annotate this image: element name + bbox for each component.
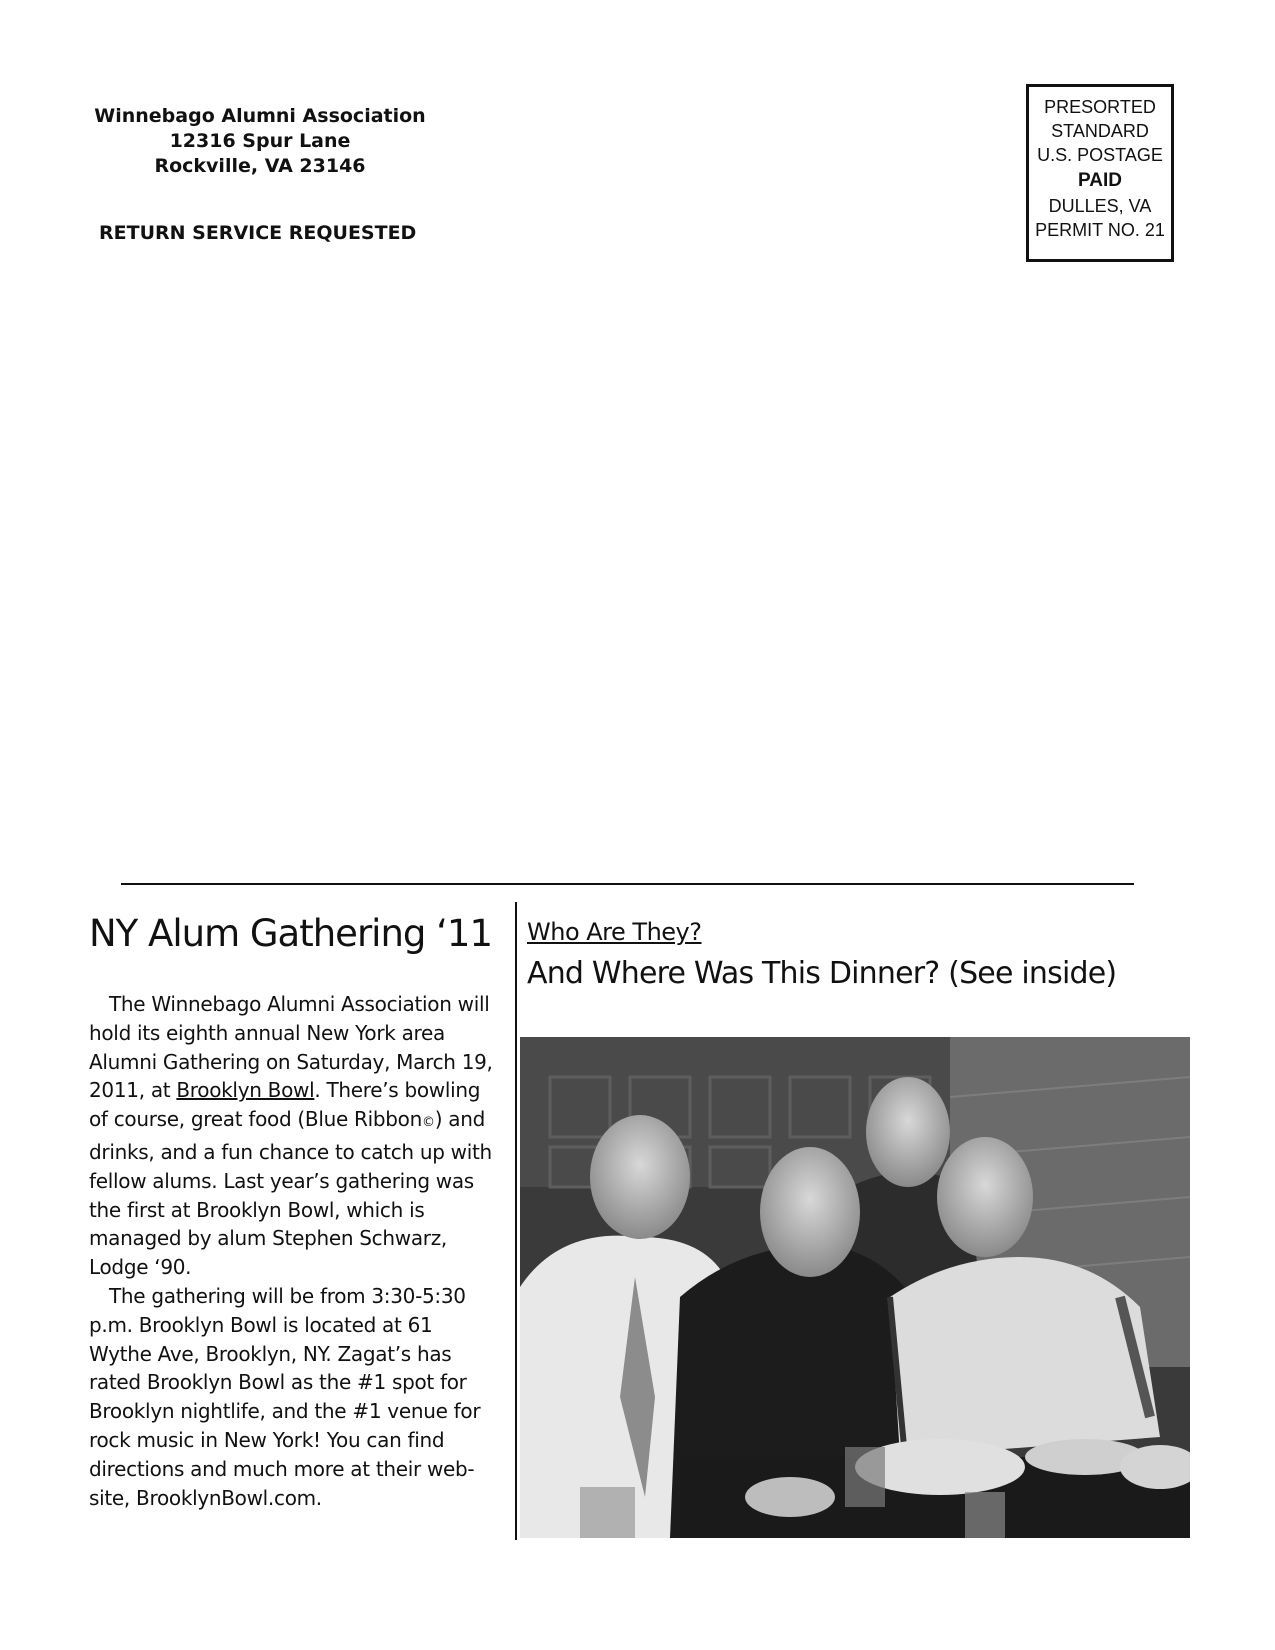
postage-line-city: DULLES, VA — [1048, 196, 1152, 216]
article-paragraph-1 — [89, 990, 499, 1282]
dinner-photo-image — [520, 1037, 1190, 1538]
article-title: NY Alum Gathering ‘11 — [89, 912, 492, 955]
return-address-city: Rockville, VA 23146 — [154, 155, 366, 177]
article-text: ) and drinks, and a fun chance to catch up with fellow alums. Last year’s gathering was the first at Brooklyn Bowl, which is managed by alum Stephen Schwarz, Lodge ‘90. — [89, 1107, 492, 1280]
photo-section-title: And Where Was This Dinner? (See inside) — [527, 956, 1117, 991]
dinner-photo — [520, 1037, 1190, 1538]
return-service-notice: RETURN SERVICE REQUESTED — [99, 222, 417, 244]
postage-line-permit: PERMIT NO. 21 — [1035, 220, 1165, 240]
postage-line-us-postage: U.S. POSTAGE — [1037, 145, 1163, 165]
column-divider — [515, 902, 517, 1540]
postage-paid: PAID — [1078, 170, 1122, 191]
article-paragraph-2: The gathering will be from 3:30-5:30 p.m. Brooklyn Bowl is located at 61 Wythe Ave, Brooklyn, NY. Zagat’s has rated Brooklyn Bowl as the #1 spot for Brooklyn nightlife, and the #1 venue for rock music in New York! You can find directions and much more at their web-site, BrooklynBowl.com. — [89, 1283, 481, 1510]
horizontal-divider — [121, 883, 1134, 885]
article-body — [89, 990, 499, 1512]
return-address — [80, 104, 440, 179]
postage-indicia — [1026, 84, 1174, 262]
photo-section-label: Who Are They? — [527, 918, 702, 946]
return-address-org: Winnebago Alumni Association — [94, 105, 426, 127]
article-text: The Winnebago Alumni Association will hold its eighth annual New York area Alumni Gathering on Saturday, March 19, 2011, at — [89, 992, 493, 1103]
brooklyn-bowl-link[interactable]: Brooklyn Bowl — [176, 1078, 315, 1103]
article-text: . There’s bowling of course, great food (Blue Ribbon — [89, 1078, 481, 1132]
postage-line-presorted: PRESORTED — [1044, 97, 1156, 117]
copyright-symbol: © — [421, 1115, 435, 1131]
return-address-street: 12316 Spur Lane — [169, 130, 351, 152]
postage-line-standard: STANDARD — [1051, 121, 1149, 141]
